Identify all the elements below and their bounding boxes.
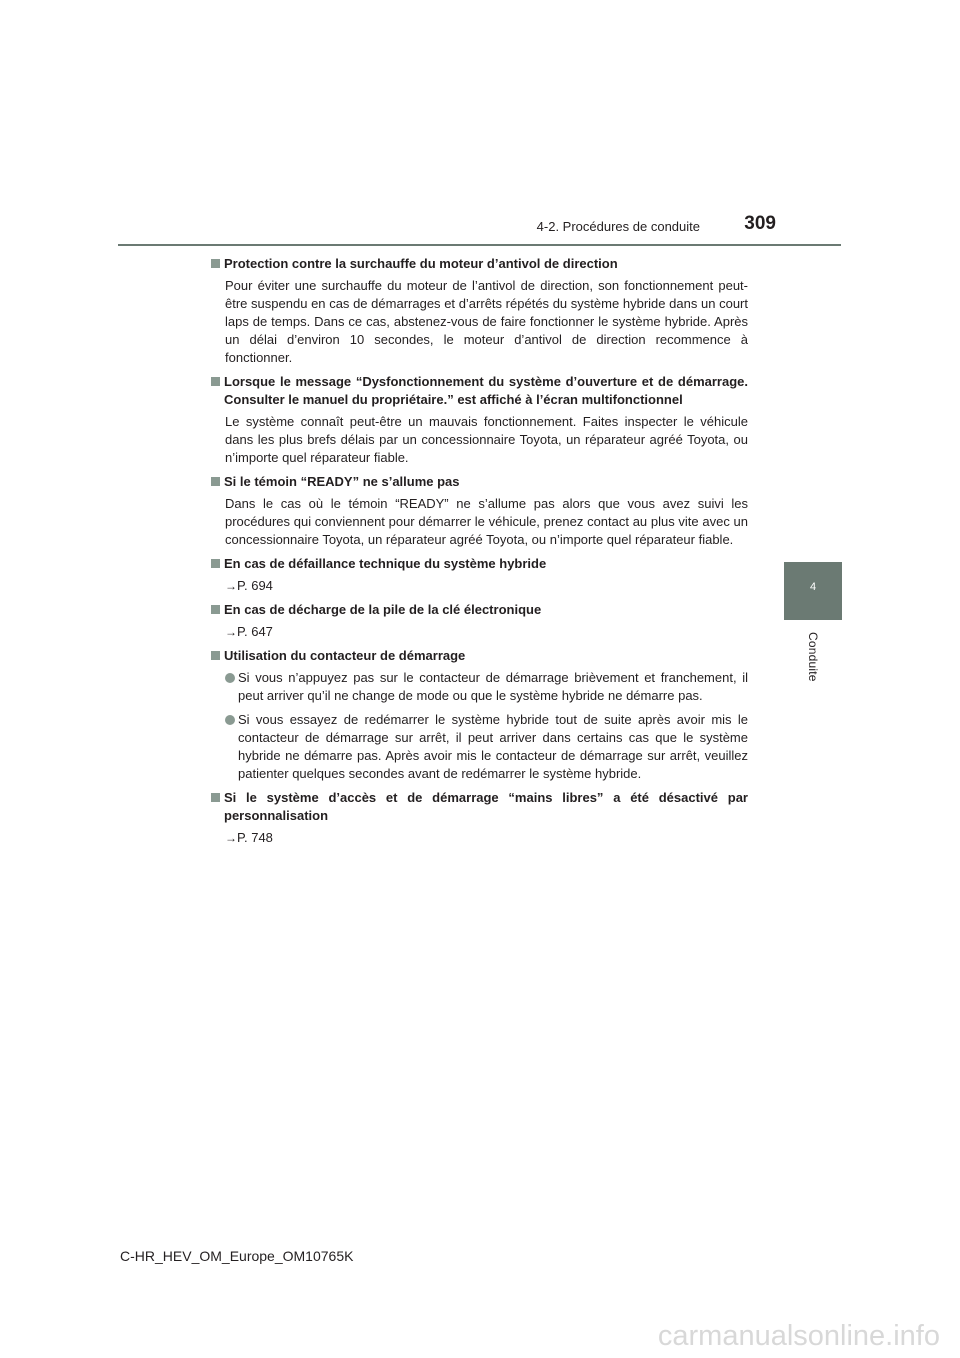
watermark: carmanualsonline.info — [657, 1320, 940, 1352]
section-steering-lock-overheat — [211, 255, 748, 367]
section-title-text: Utilisation du contacteur de démarrage — [224, 648, 466, 663]
section-title — [211, 255, 748, 273]
square-bullet-icon — [211, 793, 220, 802]
arrow-right-icon: → — [225, 831, 237, 845]
section-title-text: Si le témoin “READY” ne s’allume pas — [224, 474, 460, 489]
list-item-text: Si vous essayez de redémarrer le système hybride tout de suite après avoir mis le contacteur de démarrage sur arrêt, il peut arriver dans certains cas que le système hybride ne démarre pas. Après avoir mis le contacteur de démarrage sur arrêt, veuillez patienter quelques secondes avant de redémarrer le système hybride. — [238, 712, 748, 781]
arrow-right-icon: → — [225, 625, 237, 639]
document-code: C-HR_HEV_OM_Europe_OM10765K — [120, 1248, 354, 1264]
section-body: Dans le cas où le témoin “READY” ne s’allume pas alors que vous avez suivi les procédures qui conviennent pour démarrer le véhicule, prenez contact au plus vite avec un concessionnaire Toyota, un réparateur agréé Toyota, ou n’importe quel réparateur fiable. — [225, 496, 748, 547]
page-reference[interactable] — [211, 623, 748, 641]
page-reference-text: P. 694 — [237, 578, 273, 593]
header-divider — [118, 244, 841, 246]
section-ready-indicator — [211, 473, 748, 549]
section-start-switch — [211, 647, 748, 783]
section-title-text: Si le système d’accès et de démarrage “mains libres” a été désactivé par personnalisation — [224, 790, 748, 823]
page-reference[interactable] — [211, 577, 748, 595]
circle-bullet-icon — [225, 673, 235, 683]
square-bullet-icon — [211, 605, 220, 614]
section-title-text: En cas de défaillance technique du système hybride — [224, 556, 547, 571]
circle-bullet-icon — [225, 715, 235, 725]
chapter-number: 4 — [809, 581, 817, 593]
section-malfunction-message — [211, 373, 748, 467]
section-title — [211, 373, 748, 409]
section-hybrid-failure — [211, 555, 748, 595]
page-reference-text: P. 748 — [237, 830, 273, 845]
section-title — [211, 601, 748, 619]
page-reference-text: P. 647 — [237, 624, 273, 639]
square-bullet-icon — [211, 651, 220, 660]
page-reference[interactable] — [211, 829, 748, 847]
chapter-tab[interactable] — [784, 562, 842, 620]
chapter-label-strip — [784, 620, 842, 700]
section-title-text: En cas de décharge de la pile de la clé électronique — [224, 602, 542, 617]
section-header: 4-2. Procédures de conduite — [536, 219, 700, 234]
page-content — [211, 255, 748, 853]
section-key-battery — [211, 601, 748, 641]
section-body: Pour éviter une surchauffe du moteur de l’antivol de direction, son fonctionnement peut-être suspendu en cas de démarrages et d’arrêts répétés du système hybride dans un court laps de temps. Dans ce cas, abstenez-vous de faire fonctionner le système hybride. Après un délai d’environ 10 secondes, le moteur d’antivol de direction recommence à fonctionner. — [225, 278, 748, 365]
chapter-label: Conduite — [806, 632, 820, 682]
square-bullet-icon — [211, 559, 220, 568]
list-item-text: Si vous n’appuyez pas sur le contacteur de démarrage brièvement et franchement, il peut arriver qu’il ne change de mode ou que le système hybride ne démarre pas. — [238, 670, 748, 703]
section-title — [211, 555, 748, 573]
list-item — [211, 711, 748, 783]
section-title-text: Lorsque le message “Dysfonctionnement du système d’ouverture et de démarrage. Consulter le manuel du propriétaire.” est affiché à l’écran multifonctionnel — [224, 374, 748, 407]
section-title — [211, 473, 748, 491]
square-bullet-icon — [211, 259, 220, 268]
square-bullet-icon — [211, 377, 220, 386]
arrow-right-icon: → — [225, 579, 237, 593]
section-body: Le système connaît peut-être un mauvais fonctionnement. Faites inspecter le véhicule dans les plus brefs délais par un concessionnaire Toyota, un réparateur agréé Toyota, ou n’importe quel réparateur fiable. — [225, 414, 748, 465]
square-bullet-icon — [211, 477, 220, 486]
section-title-text: Protection contre la surchauffe du moteur d’antivol de direction — [224, 256, 618, 271]
list-item — [211, 669, 748, 705]
section-title — [211, 789, 748, 825]
page-number: 309 — [744, 213, 776, 234]
section-title — [211, 647, 748, 665]
section-smart-entry-disabled — [211, 789, 748, 847]
